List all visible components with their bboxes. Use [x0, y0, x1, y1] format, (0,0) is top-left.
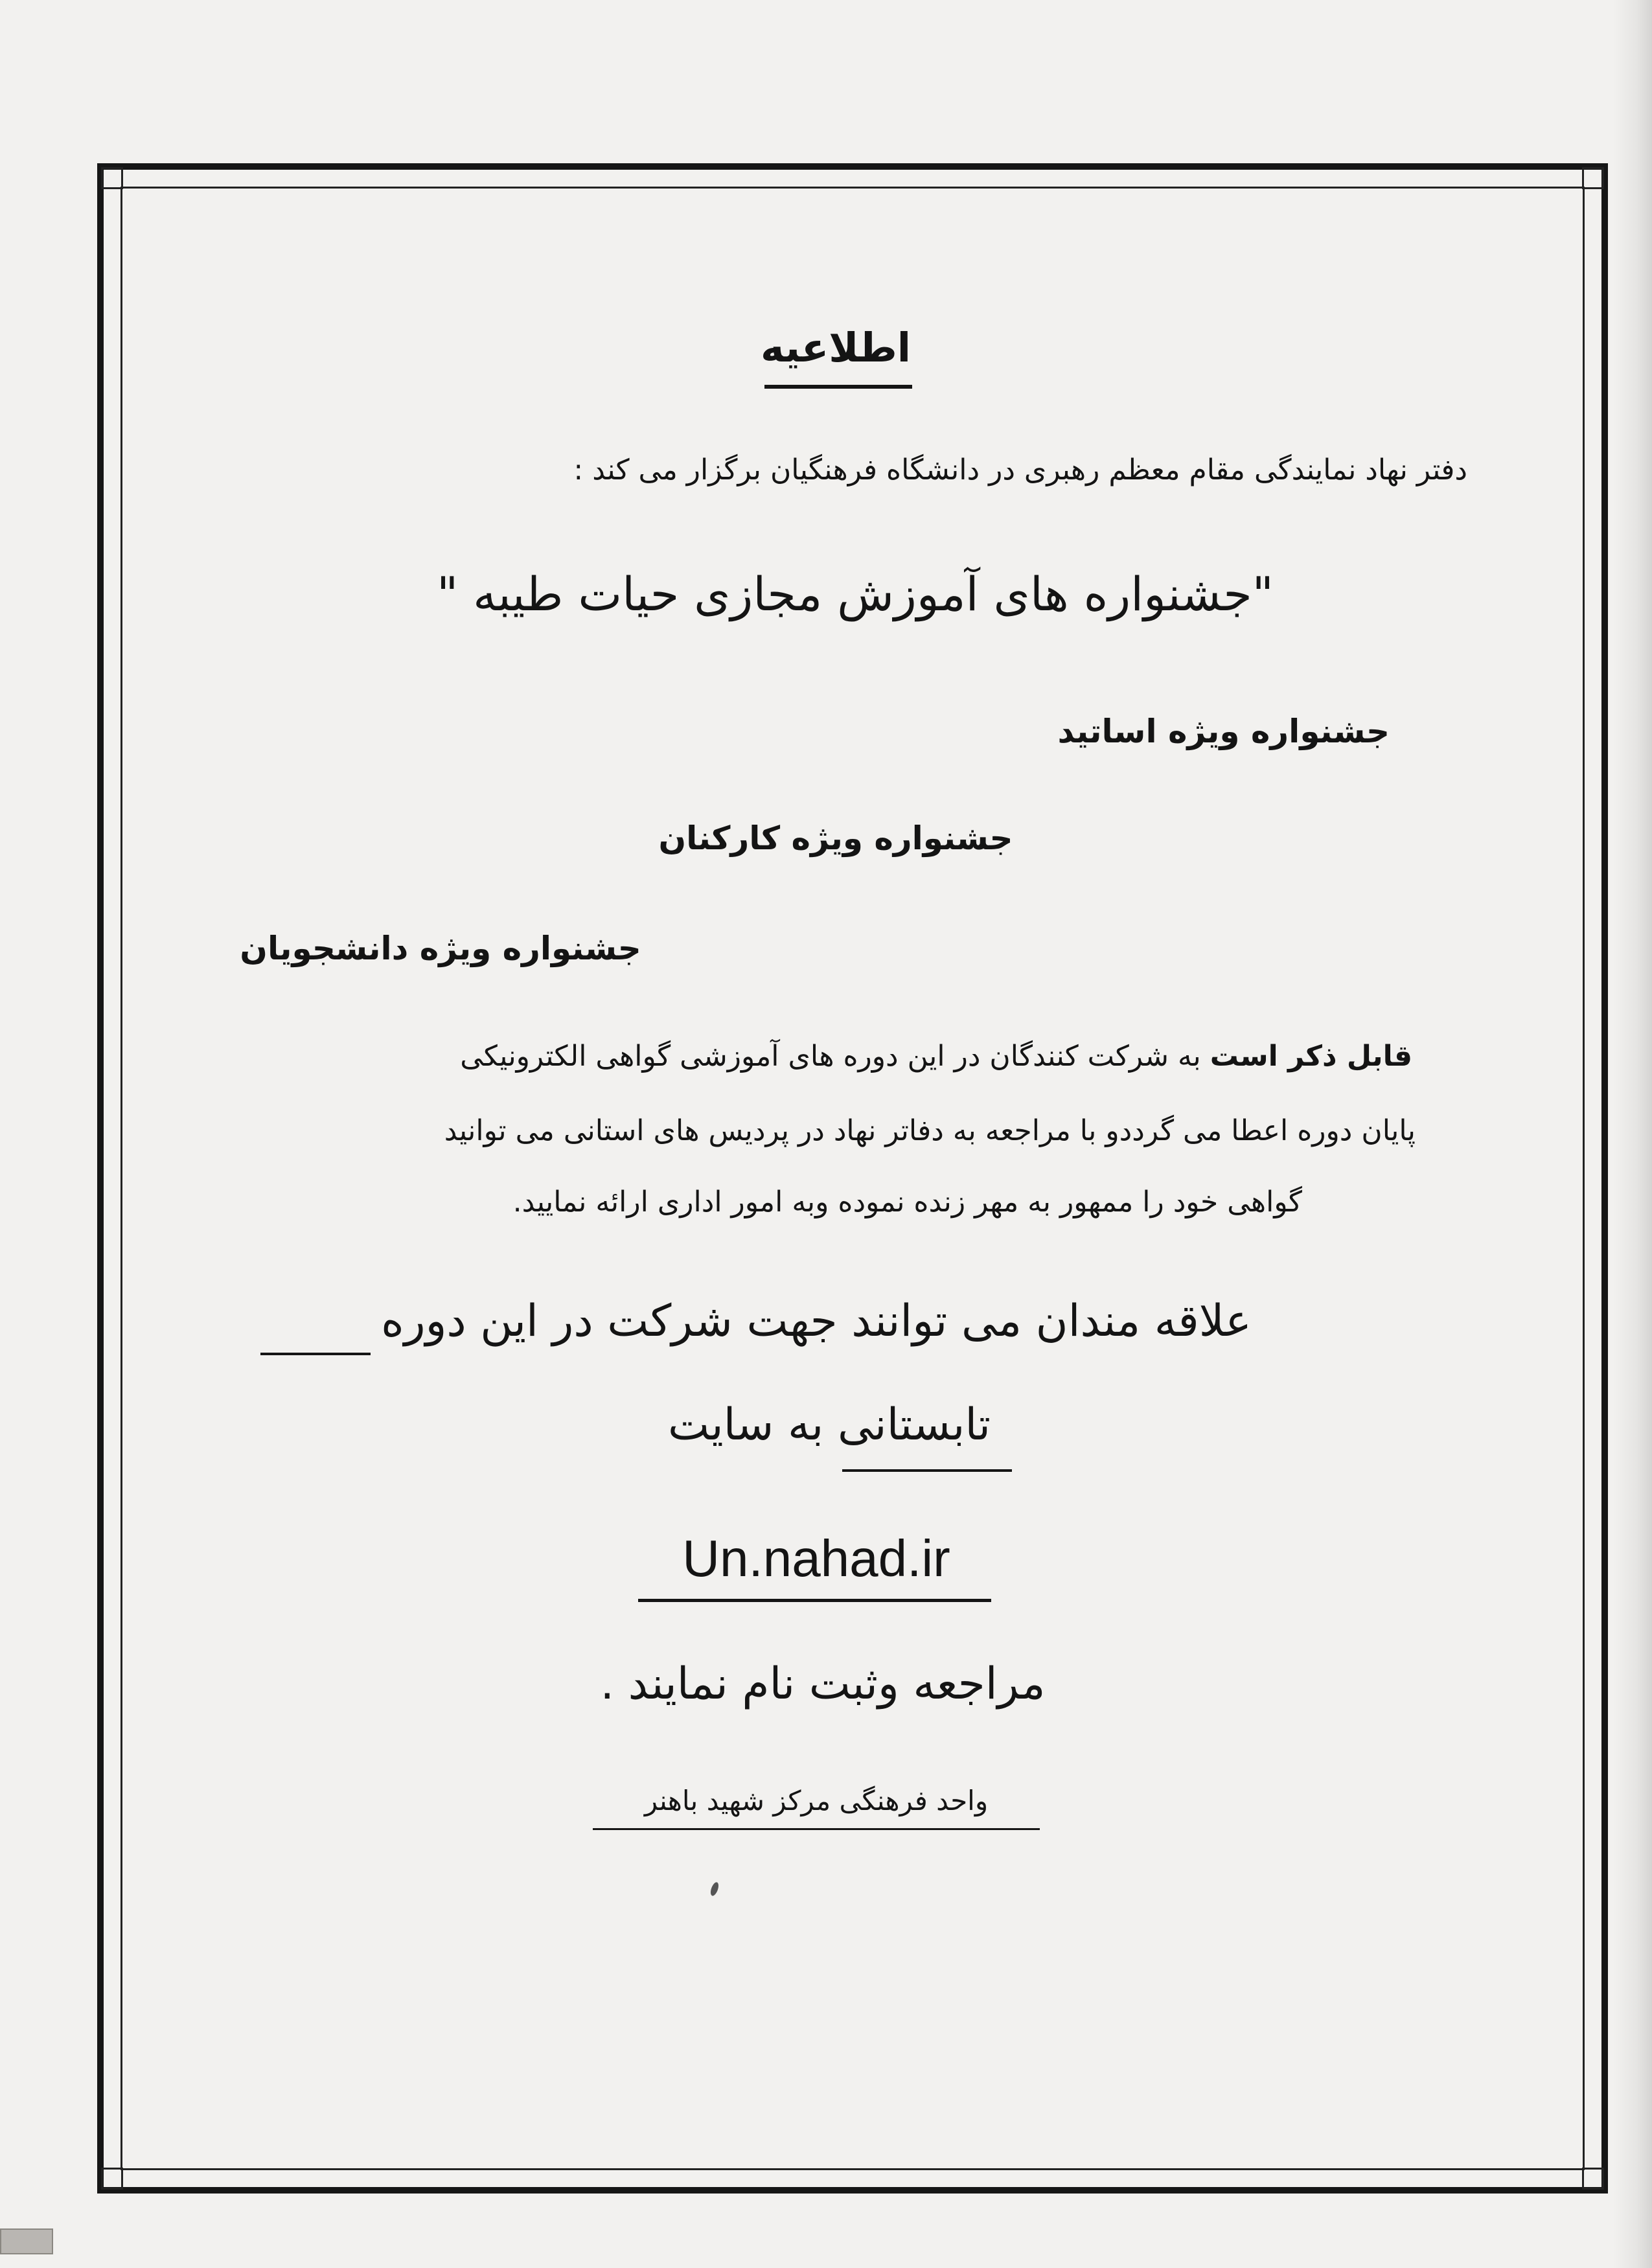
scan-edge-shadow	[1613, 0, 1652, 2268]
note-line-2: پایان دوره اعطا می گرددو با مراجعه به دفاتر نهاد در پردیس های استانی می توانید	[444, 1114, 1416, 1147]
note-line-3: گواهی خود را ممهور به مهر زنده نموده وبه امور اداری ارائه نمایید.	[512, 1186, 1302, 1219]
section-staff: جشنواره ویژه کارکنان	[658, 819, 1013, 857]
website-link[interactable]: Un.nahad.ir	[682, 1529, 950, 1587]
section-students: جشنواره ویژه دانشجویان	[240, 930, 641, 967]
closing-line: مراجعه وثبت نام نمایند .	[600, 1658, 1046, 1710]
note-bold-lead: قابل ذکر است	[1210, 1040, 1412, 1073]
notice-intro: دفتر نهاد نمایندگی مقام معظم رهبری در دانشگاه فرهنگیان برگزار می کند :	[573, 453, 1467, 487]
frame-corner-bottom-left	[101, 2168, 123, 2190]
frame-corner-bottom-right	[1582, 2168, 1604, 2190]
invite-line-2-underline	[842, 1469, 1012, 1472]
note-line-1	[460, 1040, 1412, 1073]
signature-underline	[593, 1828, 1040, 1830]
note-line-1-text: به شرکت کنندگان در این دوره های آموزشی گواهی الکترونیکی	[460, 1040, 1210, 1073]
website-link-underline	[638, 1599, 991, 1602]
scanner-watermark-stamp	[0, 2228, 53, 2254]
notice-title: اطلاعیه	[761, 324, 911, 371]
section-professors: جشنواره ویژه اساتید	[1057, 713, 1390, 750]
festival-name: "جشنواره های آموزش مجازی حیات طیبه "	[437, 567, 1274, 621]
frame-corner-top-right	[1582, 167, 1604, 189]
notice-title-underline	[764, 385, 912, 389]
invite-line-1: علاقه مندان می توانند جهت شرکت در این دوره	[381, 1296, 1252, 1347]
signature-line: واحد فرهنگی مرکز شهید باهنر	[644, 1785, 989, 1816]
invite-line-2: تابستانی به سایت	[667, 1399, 991, 1450]
invite-line-1-underline	[260, 1353, 371, 1355]
frame-corner-top-left	[101, 167, 123, 189]
